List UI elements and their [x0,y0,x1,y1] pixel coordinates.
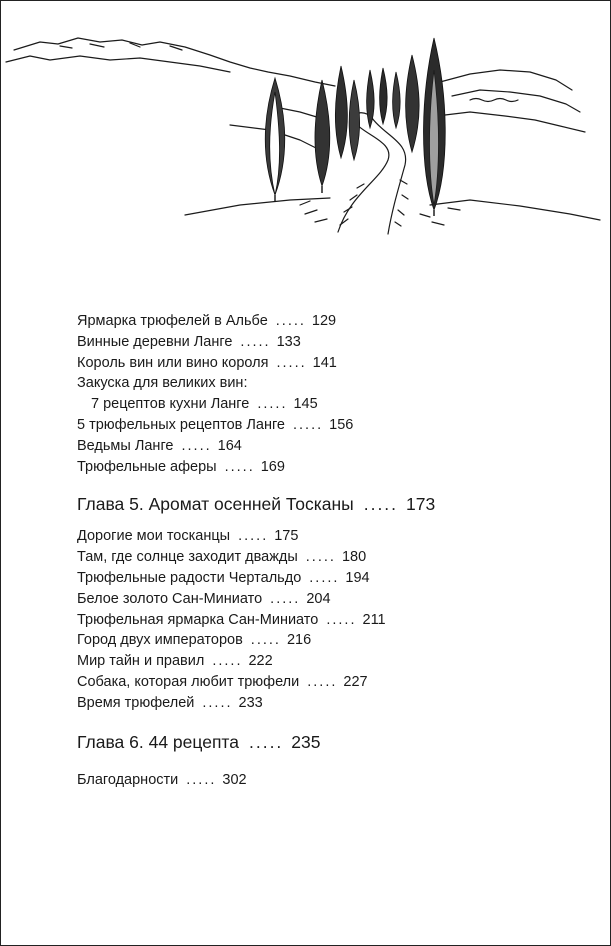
page-number: 133 [276,333,301,350]
page-number: 180 [341,549,367,566]
page-number: 222 [248,653,273,670]
landscape-illustration [0,0,611,250]
chapter-heading: Глава 6. 44 рецепта ..... 235 [77,731,321,752]
page-number: 227 [343,673,368,690]
table-of-contents [77,311,577,790]
toc-entry: Там, где солнце заходит дважды ..... 180 [77,549,367,566]
page-number: 204 [306,590,331,607]
page-number: 175 [274,528,299,545]
toc-entry: 7 рецептов кухни Ланге ..... 145 [91,396,318,413]
toc-entry: Время трюфелей ..... 233 [77,694,263,711]
toc-entry: Трюфельные аферы ..... 169 [77,458,285,475]
toc-entry: Ведьмы Ланге ..... 164 [77,437,242,454]
page-number: 235 [291,731,321,752]
page-number: 141 [312,354,337,371]
toc-entry: Белое золото Сан-Миниато ..... 204 [77,590,331,607]
toc-entry: Закуска для великих вин: [77,375,248,392]
toc-entry: Ярмарка трюфелей в Альбе ..... 129 [77,313,337,329]
page-number: 194 [345,569,370,586]
toc-entry-acknowledgements: Благодарности ..... 302 [77,771,247,788]
toc-entry: Мир тайн и правил ..... 222 [77,653,273,670]
page-number: 164 [217,437,242,454]
toc-entry: Трюфельная ярмарка Сан-Миниато ..... 211 [77,611,386,628]
toc-entry: Винные деревни Ланге ..... 133 [77,333,301,350]
chapter-heading: Глава 5. Аромат осенней Тосканы ..... 173 [77,494,436,515]
page-number: 173 [406,494,436,515]
toc-group-1 [77,311,577,477]
page-number: 302 [222,771,247,788]
page-number: 145 [293,396,318,413]
page-number: 169 [260,458,285,475]
page-number: 233 [238,694,263,711]
toc-entry: Король вин или вино короля ..... 141 [77,354,337,371]
page-number: 129 [311,313,337,329]
toc-entry: 5 трюфельных рецептов Ланге ..... 156 [77,416,354,433]
toc-entry: Дорогие мои тосканцы ..... 175 [77,528,299,545]
page-number: 216 [286,632,312,649]
toc-entry: Трюфельные радости Чертальдо ..... 194 [77,569,370,586]
page-number: 156 [329,416,354,433]
toc-entry: Город двух императоров ..... 216 [77,632,312,649]
toc-group-2 [77,526,577,713]
toc-entry: Собака, которая любит трюфели ..... 227 [77,673,368,690]
page-number: 211 [362,611,386,628]
